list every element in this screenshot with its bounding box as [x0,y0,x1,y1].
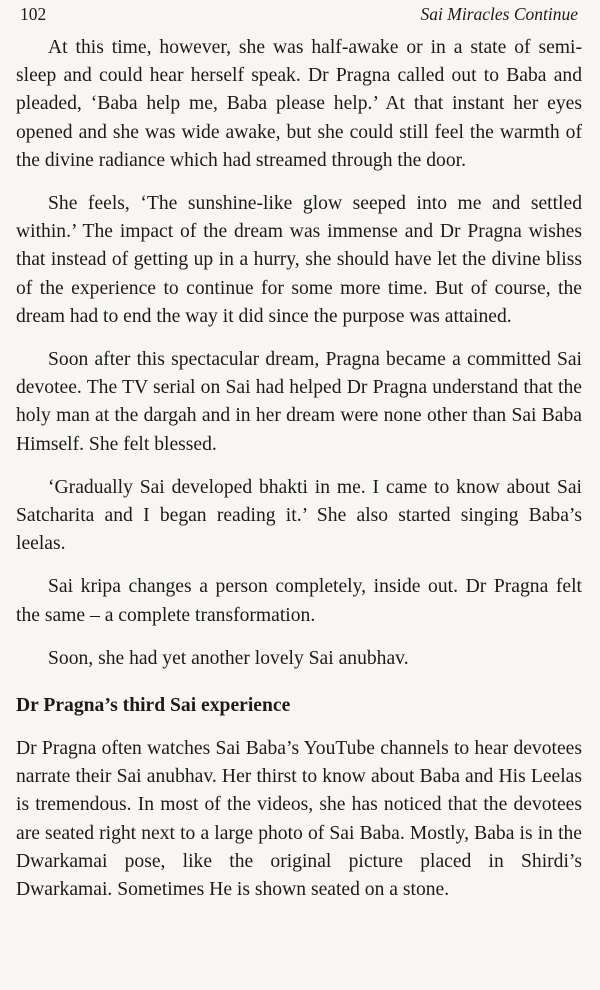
paragraph-5: Sai kripa changes a person completely, inside out. Dr Pragna felt the same – a complete transformation. [16,576,582,626]
page-header [16,0,582,34]
paragraph-4: ‘Gradually Sai developed bhakti in me. I came to know about Sai Satcharita and I began reading it.’ She also started singing Baba’s leelas. [16,476,582,555]
section-heading: Dr Pragna’s third Sai experience [16,695,291,717]
paragraph-7: Dr Pragna often watches Sai Baba’s YouTube channels to hear devotees narrate their Sai anubhav. Her thirst to know about Baba and His Leelas is tremendous. In most of the videos, she has noticed that the devotees are seated right next to a large photo of Sai Baba. Mostly, Baba is in the Dwarkamai pose, like the original picture placed in Shirdi’s Dwarkamai. Sometimes He is shown seated on a stone. [16,738,582,901]
body-text [16,34,582,904]
paragraph-6: Soon, she had yet another lovely Sai anubhav. [48,647,409,669]
paragraph-3: Soon after this spectacular dream, Pragna became a committed Sai devotee. The TV serial on Sai had helped Dr Pragna understand that the holy man at the dargah and in her dream were none other than Sai Baba Himself. She felt blessed. [16,349,582,455]
running-title: Sai Miracles Continue [420,4,578,24]
paragraph-1: At this time, however, she was half-awake or in a state of semi-sleep and could hear herself speak. Dr Pragna called out to Baba and pleaded, ‘Baba help me, Baba please help.’ At that instant her eyes opened and she was wide awake, but she could still feel the warmth of the divine radiance which had streamed through the door. [16,37,582,171]
page-number: 102 [20,4,47,24]
paragraph-2: She feels, ‘The sunshine-like glow seeped into me and settled within.’ The impact of the dream was immense and Dr Pragna wishes that instead of getting up in a hurry, she should have let the divine bliss of the experience to continue for some more time. But of course, the dream had to end the way it did since the purpose was attained. [16,193,582,327]
